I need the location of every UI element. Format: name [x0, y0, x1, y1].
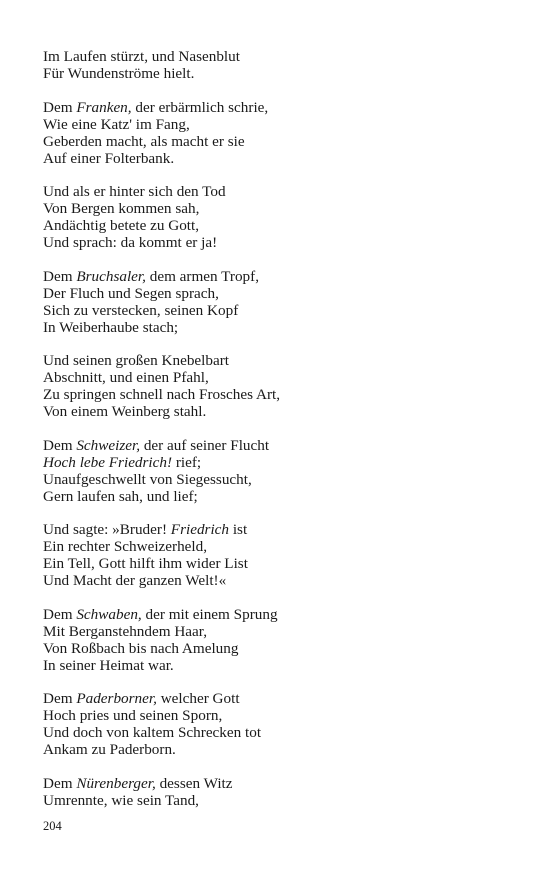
verse-text: Sich zu verstecken, seinen Kopf [43, 301, 239, 319]
verse-text: der auf seiner Flucht [140, 436, 270, 454]
verse-line [43, 488, 513, 505]
italic-name: Hoch lebe Friedrich! [43, 453, 173, 471]
verse-line [43, 707, 513, 724]
verse-line [43, 606, 513, 623]
verse-line [43, 183, 513, 200]
verse-text: Unaufgeschwellt von Siegessucht, [43, 470, 252, 488]
verse-line [43, 623, 513, 640]
verse-text: Abschnitt, und einen Pfahl, [43, 369, 209, 386]
verse-line [43, 200, 513, 217]
verse-text: Dem [43, 267, 77, 285]
stanza [43, 183, 513, 251]
verse-line [43, 99, 513, 116]
verse-text: Dem [43, 774, 77, 792]
stanza [43, 606, 513, 674]
verse-text: Und seinen großen Knebelbart [43, 352, 229, 369]
verse-line [43, 116, 513, 133]
italic-name: Schweizer, [76, 436, 141, 454]
stanza [43, 48, 513, 82]
verse-line [43, 775, 513, 792]
verse-text: Gern laufen sah, und lief; [43, 487, 198, 505]
stanza [43, 521, 513, 589]
verse-line [43, 555, 513, 572]
verse-line [43, 640, 513, 657]
verse-text: Von Roßbach bis nach Amelung [43, 639, 239, 657]
verse-text: Dem [43, 605, 77, 623]
verse-text: Dem [43, 436, 77, 454]
verse-line [43, 352, 513, 369]
verse-line [43, 471, 513, 488]
verse-text: Andächtig betete zu Gott, [43, 217, 200, 234]
verse-text: der mit einem Sprung [141, 605, 278, 623]
verse-text: Hoch pries und seinen Sporn, [43, 707, 223, 724]
verse-text: Für Wundenströme hielt. [43, 65, 195, 82]
verse-text: ist [229, 521, 248, 538]
verse-line [43, 437, 513, 454]
verse-line [43, 48, 513, 65]
verse-text: Im Laufen stürzt, und Nasenblut [43, 48, 240, 65]
stanza [43, 352, 513, 420]
verse-line [43, 386, 513, 403]
verse-text: Und doch von kaltem Schrecken tot [43, 724, 262, 741]
italic-name: Bruchsaler, [76, 267, 146, 285]
verse-text: Und sprach: da kommt er ja! [43, 234, 218, 251]
verse-text: Von Bergen kommen sah, [43, 200, 200, 217]
verse-line [43, 369, 513, 386]
verse-line [43, 234, 513, 251]
stanza [43, 99, 513, 167]
verse-text: Und Macht der ganzen Welt!« [43, 572, 227, 589]
verse-line [43, 521, 513, 538]
stanza [43, 268, 513, 336]
verse-line [43, 133, 513, 150]
stanza [43, 690, 513, 758]
verse-text: Auf einer Folterbank. [43, 149, 175, 167]
verse-line [43, 268, 513, 285]
verse-text: Und sagte: »Bruder! [43, 521, 171, 538]
verse-text: dessen Witz [155, 774, 233, 792]
stanza [43, 437, 513, 505]
verse-text: Der Fluch und Segen sprach, [43, 284, 219, 302]
verse-line [43, 454, 513, 471]
stanza [43, 775, 513, 809]
verse-text: Und als er hinter sich den Tod [43, 183, 226, 200]
verse-text: dem armen Tropf, [145, 267, 259, 285]
poem-text [43, 48, 513, 825]
verse-line [43, 150, 513, 167]
verse-text: In Weiberhaube stach; [43, 318, 179, 336]
page-number: 204 [43, 819, 62, 833]
verse-text: Wie eine Katz' im Fang, [43, 115, 190, 133]
italic-name: Schwaben, [76, 605, 142, 623]
verse-text: Mit Berganstehndem Haar, [43, 622, 208, 640]
italic-name: Paderborner, [76, 690, 157, 707]
verse-line [43, 217, 513, 234]
verse-text: welcher Gott [156, 690, 240, 707]
verse-line [43, 319, 513, 336]
italic-name: Friedrich [170, 521, 230, 538]
verse-text: Dem [43, 690, 77, 707]
verse-text: Geberden macht, als macht er sie [43, 132, 245, 150]
verse-line [43, 403, 513, 420]
verse-line [43, 724, 513, 741]
italic-name: Franken, [76, 98, 132, 116]
verse-text: Umrennte, wie sein Tand, [43, 791, 199, 809]
italic-name: Nürenberger, [76, 774, 156, 792]
verse-line [43, 572, 513, 589]
verse-line [43, 657, 513, 674]
verse-text: In seiner Heimat war. [43, 656, 174, 674]
verse-line [43, 741, 513, 758]
verse-line [43, 538, 513, 555]
verse-text: Von einem Weinberg stahl. [43, 403, 207, 420]
verse-text: Ankam zu Paderborn. [43, 741, 176, 758]
verse-text: der erbärmlich schrie, [131, 98, 269, 116]
verse-line [43, 285, 513, 302]
verse-text: Ein Tell, Gott hilft ihm wider List [43, 555, 248, 572]
verse-text: rief; [172, 453, 202, 471]
verse-text: Dem [43, 98, 77, 116]
verse-line [43, 792, 513, 809]
verse-text: Ein rechter Schweizerheld, [43, 538, 208, 555]
verse-line [43, 302, 513, 319]
verse-text: Zu springen schnell nach Frosches Art, [43, 386, 281, 403]
verse-line [43, 690, 513, 707]
verse-line [43, 65, 513, 82]
